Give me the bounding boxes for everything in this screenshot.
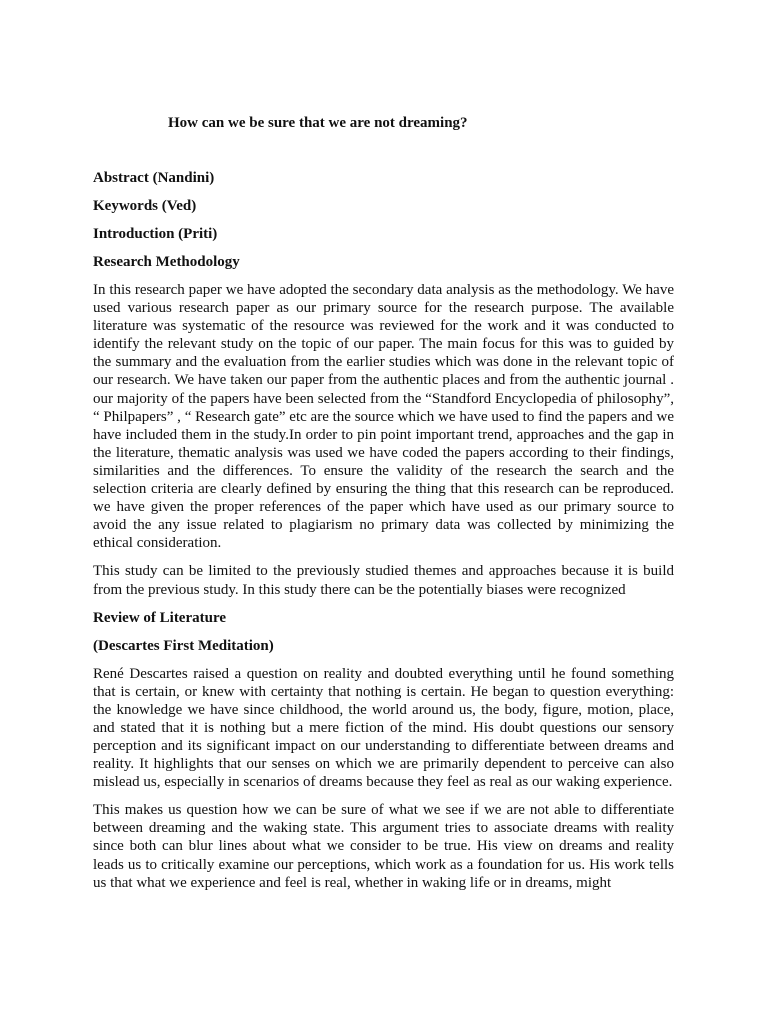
heading-keywords: Keywords (Ved) [93,198,197,214]
heading-review-of-literature: Review of Literature [93,609,227,626]
document-body [93,169,674,902]
paragraph-methodology-1: In this research paper we have adopted the secondary data analysis as the methodology. We have used various research paper as our primary source for the research purpose. The available literature was systematic of the resource was reviewed for the work and it was conducted to identify the relevant study on the topic of our paper. The main focus for this was to guided by the summary and the evaluation from the earlier studies which was done in the relevant topic of our research. We have taken our paper from the authentic places and from the authentic journal . our majority of the papers have been selected from the “Standford Encyclopedia of philosophy”, “ Philpapers” , “ Research gate” etc are the source which we have used to find the papers and we have included them in the study.In order to pin point important trend, approaches and the gap in the literature, thematic analysis was used we have coded the papers according to their findings, similarities and the differences. To ensure the validity of the research the search and the selection criteria are clearly defined by ensuring the thing that this research can be reproduced. we have given the proper references of the paper which have used as our primary source to avoid the any issue related to plagiarism no primary data was collected by minimizing the ethical consideration. [93,282,674,552]
heading-descartes: (Descartes First Meditation) [93,637,274,654]
document-title: How can we be sure that we are not dreaming? [168,115,468,131]
paragraph-methodology-2: This study can be limited to the previously studied themes and approaches because it is build from the previous study. In this study there can be the potentially biases were recognized [93,563,674,598]
heading-introduction: Introduction (Priti) [93,226,218,242]
paragraph-descartes-1: René Descartes raised a question on reality and doubted everything until he found something that is certain, or knew with certainty that nothing is certain. He began to question everything: the knowledge we have since childhood, the world around us, the body, figure, motion, place, and stated that it is nothing but a mere fiction of the mind. His doubt questions our sensory perception and its significant impact on our understanding to differentiate between dreams and reality. It highlights that our senses on which we are primarily dependent to perceive can also mislead us, especially in scenarios of dreams because they feel as real as our waking experience. [93,665,674,791]
paragraph-descartes-2: This makes us question how we can be sure of what we see if we are not able to differentiate between dreaming and the waking state. This argument tries to associate dreams with reality since both can blur lines about what we consider to be true. His view on dreams and reality leads us to critically examine our perceptions, which work as a foundation for us. His work tells us that what we experience and feel is real, whether in waking life or in dreams, might [93,802,674,891]
heading-research-methodology: Research Methodology [93,254,240,270]
heading-abstract: Abstract (Nandini) [93,170,215,186]
